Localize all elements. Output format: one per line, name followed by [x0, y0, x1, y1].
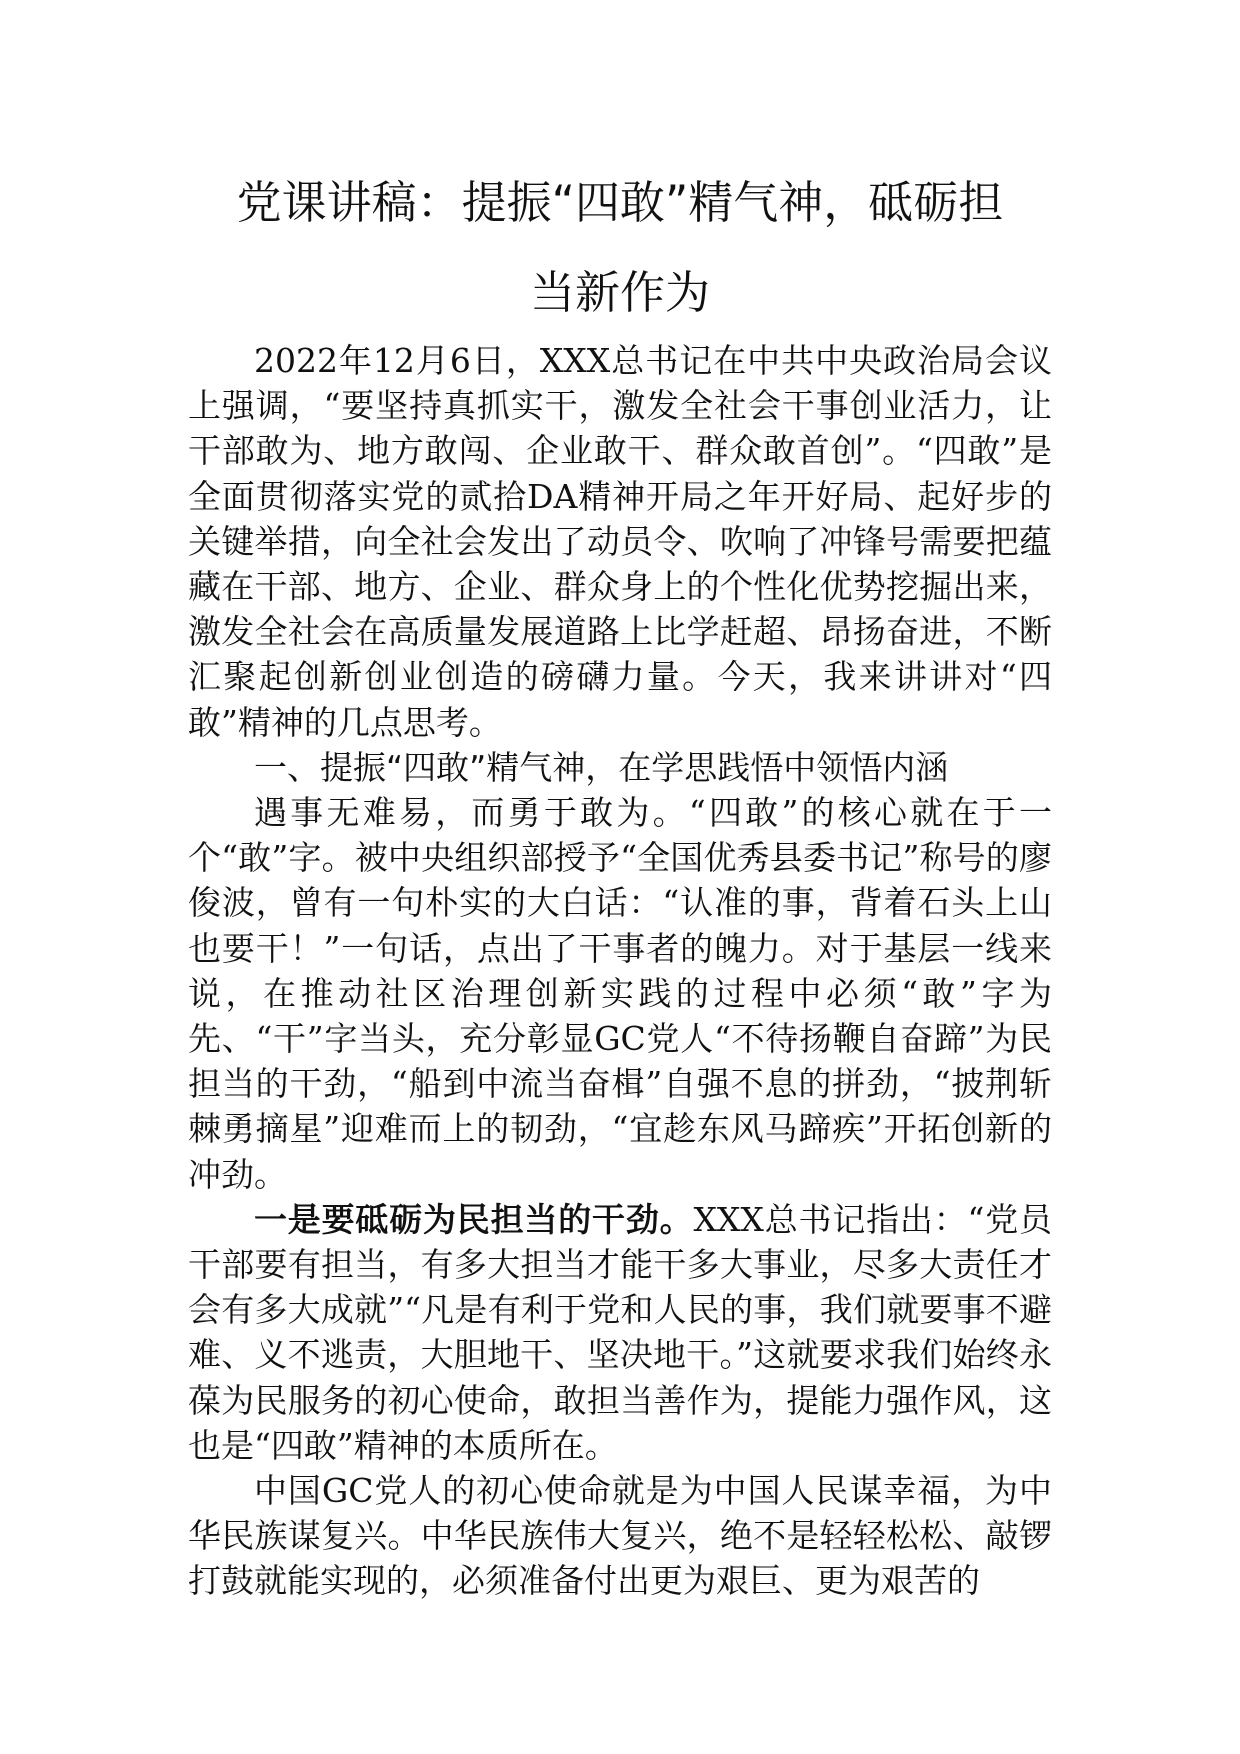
- paragraph-drive-text: XXX总书记指出：“党员干部要有担当，有多大担当才能干多大事业，尽多大责任才会有多大成就”“凡是有利于党和人民的事，我们就要事不避难、义不逃责，大胆地干、坚决地干。”这就要求我们始终永葆为民服务的初心使命，敢担当善作为，提能力强作风，这也是“四敢”精神的本质所在。: [188, 1199, 1053, 1465]
- paragraph-mission: 中国GC党人的初心使命就是为中国人民谋幸福，为中华民族谋复兴。中华民族伟大复兴，绝不是轻轻松松、敲锣打鼓就能实现的，必须准备付出更为艰巨、更为艰苦的: [188, 1471, 1052, 1601]
- section-heading-1: 一、提振“四敢”精气神，在学思践悟中领悟内涵: [254, 747, 949, 787]
- document-body: [188, 338, 1052, 1604]
- paragraph-courage: 遇事无难易，而勇于敢为。“四敢”的核心就在于一个“敢”字。被中央组织部授予“全国优秀县委书记”称号的廖俊波，曾有一句朴实的大白话：“认准的事，背着石头上山也要干！”一句话，点出了干事者的魄力。对于基层一线来说，在推动社区治理创新实践的过程中必须“敢”字为先、“干”字当头，充分彰显GC党人“不待扬鞭自奋蹄”为民担当的干劲，“船到中流当奋楫”自强不息的拼劲，“披荆斩棘勇摘星”迎难而上的韧劲，“宜趁东风马蹄疾”开拓创新的冲劲。: [188, 793, 1052, 1194]
- document-title-line-2: 当新作为: [529, 266, 710, 319]
- document-title-line-1: 党课讲稿：提振“四敢”精气神，砥砺担: [236, 176, 1004, 229]
- paragraph-drive: [188, 1197, 1052, 1468]
- paragraph-intro: 2022年12月6日，XXX总书记在中共中央政治局会议上强调，“要坚持真抓实干，激发全社会干事创业活力，让干部敢为、地方敢闯、企业敢干、群众敢首创”。“四敢”是全面贯彻落实党的贰拾DA精神开局之年开好局、起好步的关键举措，向全社会发出了动员令、吹响了冲锋号需要把蕴藏在干部、地方、企业、群众身上的个性化优势挖掘出来，激发全社会在高质量发展道路上比学赶超、昂扬奋进，不断汇聚起创新创业创造的磅礴力量。今天，我来讲讲对“四敢”精神的几点思考。: [188, 341, 1052, 742]
- paragraph-drive-lead: 一是要砥砺为民担当的干劲。: [254, 1199, 694, 1239]
